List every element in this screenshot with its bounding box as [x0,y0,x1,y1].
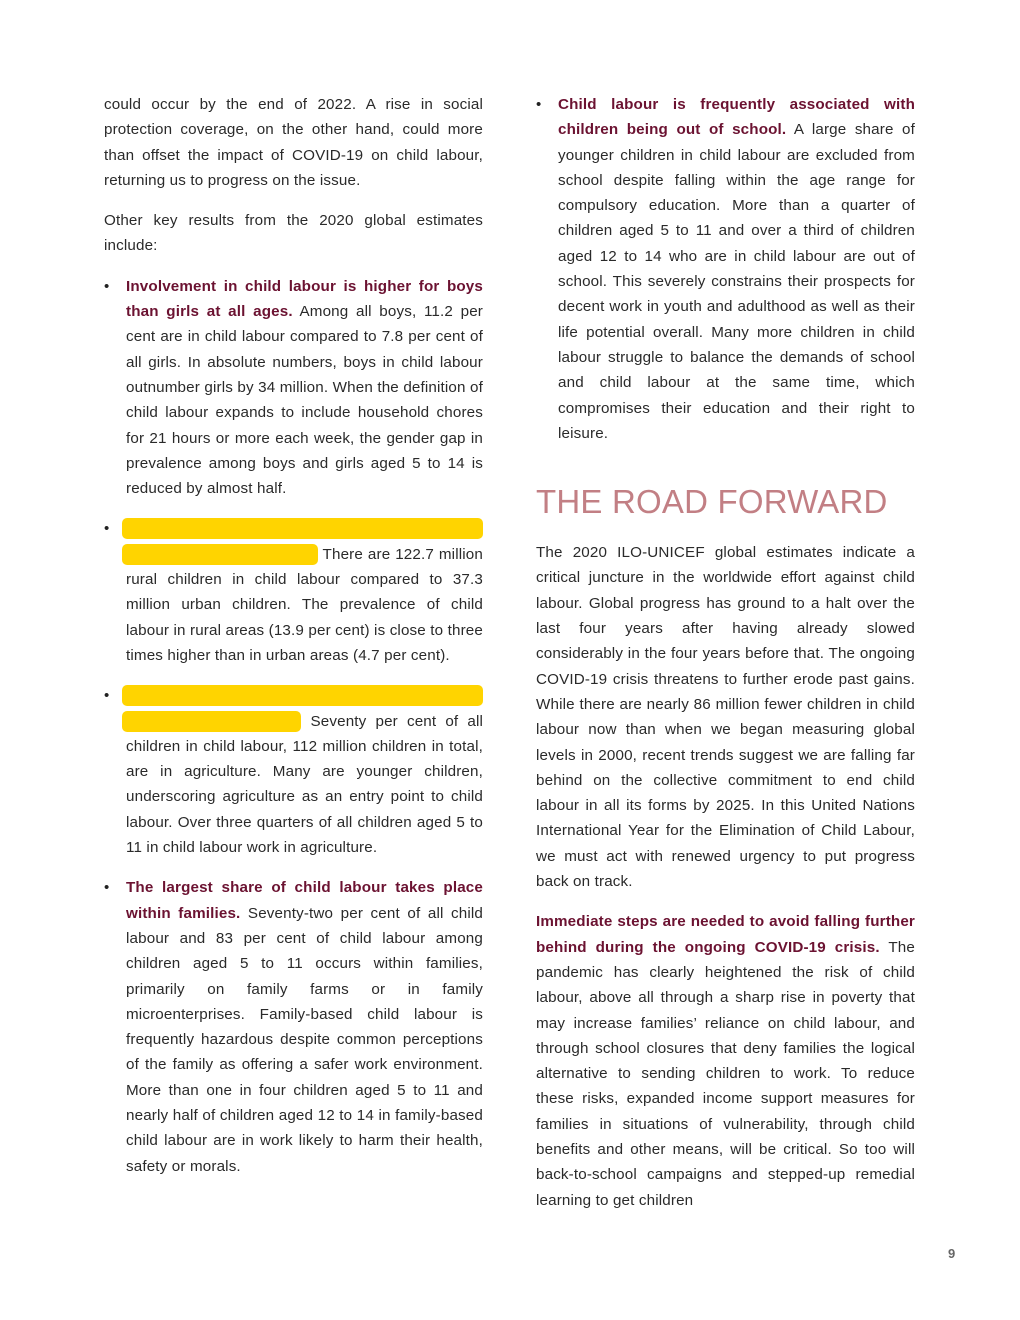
bullet-item [104,274,483,502]
bullet-lead: Child labour is frequently associated with children being out of school. [558,96,915,139]
bullet-item [104,875,483,1179]
bullet-text: Seventy per cent of all children in child labour, 112 million children in total, are in agriculture. Many are younger children, underscoring agriculture as an entry point to child labour. Over three quarters of all children aged 5 to 11 in child labour work in agriculture. [126,712,483,857]
bullet-dot-icon: • [536,96,542,113]
bullet-text: There are 122.7 million rural children in child labour compared to 37.3 million urban children. The prevalence of child labour in rural areas (13.9 per cent) is close to three times higher than in urban areas (4.7 per cent). [126,545,483,664]
bullet-lead: Involvement in child labour is higher for boys than girls at all ages. [126,277,483,321]
paragraph: The 2020 ILO-UNICEF global estimates indicate a critical juncture in the worldwide effort against child labour. Global progress has ground to a halt over the last four years after having already slowed considerably in the four years before that. The ongoing COVID-19 crisis threatens to further erode past gains. While there are nearly 86 million fewer children in child labour now than when we began measuring global levels in 2000, recent trends suggest we are falling far behind on the collective commitment to end child labour in all its forms by 2025. In this United Nations International Year for the Elimination of Child Labour, we must act with renewed urgency to put progress back on track. [536,544,915,891]
left-column [104,92,483,1194]
bullet-item [104,516,483,668]
paragraph-text: The pandemic has clearly heightened the risk of child labour, above all through a sharp rise in poverty that may increase families’ reliance on child labour, and through school closures that deny families the logical alternative to sending children to work. To reduce these risks, expanded income support measures for families in situations of vulnerability, through child benefits and other means, will be critical. So too will back-to-school campaigns and stepped-up remedial learning to get children [536,938,915,1209]
bullet-dot-icon: • [104,520,110,538]
bullet-item [536,92,915,446]
paragraph [536,909,915,1213]
bullet-text: A large share of younger children in child labour are excluded from school despite falling within the age range for compulsory education. More than a quarter of children aged 5 to 11 and over a third of children aged 12 to 14 who are in child labour are out of school. This severely constrains their prospects for decent work in youth and adulthood as well as their life potential overall. Many more children in child labour struggle to balance the demands of school and child labour at the same time, which compromises their education and their right to leisure. [558,121,915,442]
bullet-item [104,683,483,860]
bullet-dot-icon: • [104,879,110,897]
paragraph: could occur by the end of 2022. A rise in social protection coverage, on the other hand, could more than offset the impact of COVID-19 on child labour, returning us to progress on the issue. [104,96,483,189]
bullet-dot-icon: • [104,277,110,295]
bullet-dot-icon: • [104,687,110,705]
bullet-lead: The largest share of child labour takes place within families. [126,879,483,922]
paragraph-lead: Immediate steps are needed to avoid falling further behind during the ongoing COVID-19 crisis. [536,913,915,956]
page-number: 9 [948,1246,956,1261]
paragraph: Other key results from the 2020 global estimates include: [104,212,483,255]
bullet-text: Among all boys, 11.2 per cent are in child labour compared to 7.8 per cent of all girls. In absolute numbers, boys in child labour outnumber girls by 34 million. When the definition of child labour expands to include household chores for 21 hours or more each week, the gender gap in prevalence among boys and girls aged 5 to 14 is reduced by almost half. [126,303,484,498]
section-heading: THE ROAD FORWARD [536,483,888,521]
bullet-text: Seventy-two per cent of all child labour and 83 per cent of child labour among children aged 5 to 11 occurs within families, primarily on family farms or in family microenterprises. Family-based child labour is frequently hazardous despite common perceptions of the family as offering a safer work environment. More than one in four children aged 5 to 11 and nearly half of children aged 12 to 14 in family-based child labour are in work likely to harm their health, safety or morals. [126,904,483,1175]
right-column [536,92,915,1228]
